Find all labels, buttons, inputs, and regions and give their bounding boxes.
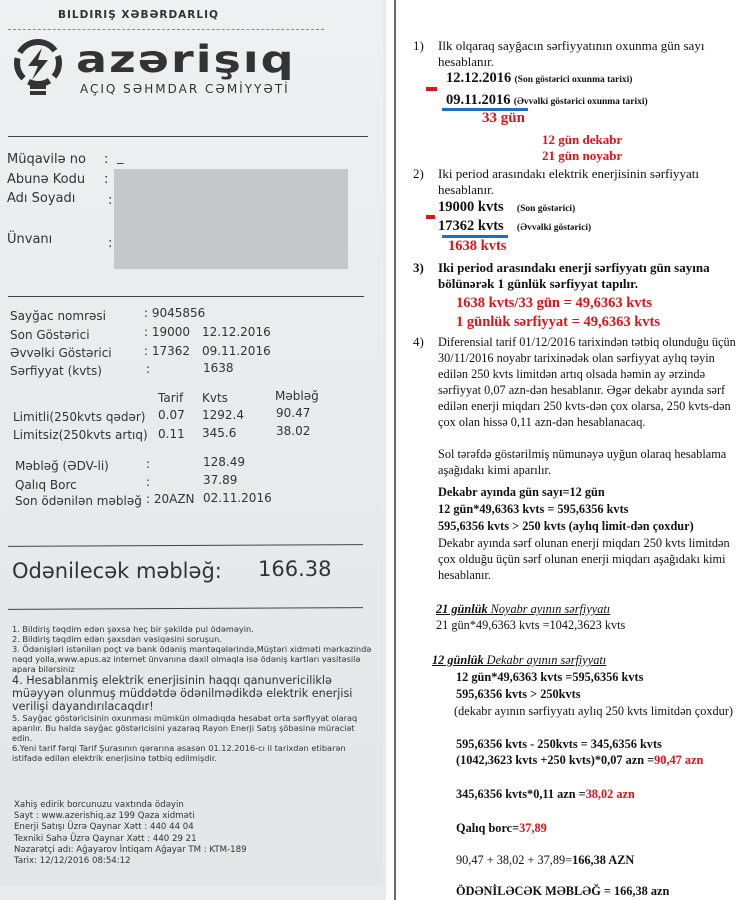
prev-reading-date: 09.11.2016 bbox=[202, 344, 271, 358]
dec-note: (dekabr ayının sərfiyyatı aylıq 250 kvts limitdən çoxdur) bbox=[454, 704, 734, 718]
note-item: 6.Yeni tarif fərqi Tarif Şurasının qərarına əsasən 01.12.2016-cı il tarixdən etibarən istifadə edilən elektrik enerjisinə tətbiq edilmişdir. bbox=[12, 743, 346, 763]
dotted-divider bbox=[8, 29, 324, 30]
section-divider bbox=[8, 296, 364, 297]
vat-amount-label: Məbləğ (ƏDV-li) bbox=[15, 459, 109, 473]
footer-line: Nəzarətçi adı: Ağayarov İntiqam Ağayar TM : KTM-189 bbox=[14, 844, 247, 855]
note-item: 2. Bildiriş təqdim edən şəxsdən vəsiqəsini soruşun. bbox=[12, 634, 222, 644]
dec-section-title: 12 günlük Dekabr ayının sərfiyyatı bbox=[432, 653, 607, 667]
dec-calc: 12 gün*49,6363 kvts =595,6356 kvts bbox=[456, 670, 644, 684]
step1-text: Ilk olqaraq sayğacın sərfiyyatının oxunma gün sayı hesablanır. bbox=[438, 38, 705, 69]
footer-line: Sayt : www.azerishiq.az 199 Qəza xidməti bbox=[14, 811, 195, 822]
last-reading-label: Son Göstərici bbox=[10, 328, 90, 342]
debt-label: Qalıq Borc bbox=[15, 478, 77, 492]
address-colon: : bbox=[108, 236, 113, 251]
last-reading-value: : 19000 bbox=[144, 325, 191, 339]
note-item: 5. Sayğac göstəricisinin oxunması mümkün olmadıqda hesabat orta sərfiyyat olaraq aparılır. Bu halda sayğac göstəricisini yazaraq Rayon Enerji Satış şöbəsinə müraciət edin. bbox=[12, 713, 358, 743]
last-paid-date: 02.11.2016 bbox=[203, 491, 272, 505]
notes-list bbox=[12, 624, 372, 763]
final-amount-due: ÖDƏNİLƏCƏK MƏBLƏĞ = 166,38 azn bbox=[456, 884, 670, 898]
contract-no-colon: : bbox=[104, 152, 109, 167]
subscriber-code-colon: : bbox=[104, 172, 109, 187]
last-paid-label: Son ödənilən məbləğ bbox=[15, 494, 142, 508]
dec-usage-calc: 12 gün*49,6363 kvts = 595,6356 kvts bbox=[438, 502, 629, 516]
tariff-header-kvts: Kvts bbox=[202, 391, 228, 405]
vat-amount-value: 128.49 bbox=[203, 455, 245, 469]
over-cost-calc: 345,6356 kvts*0,11 azn =38,02 azn bbox=[456, 787, 635, 801]
tariff-row-label: Limitli(250kvts qədər) bbox=[13, 410, 146, 424]
address-label: Ünvanı bbox=[7, 232, 53, 247]
limited-cost-calc: (1042,3623 kvts +250 kvts)*0,07 azn =90,47 azn bbox=[456, 753, 704, 767]
tariff-row-rate: 0.07 bbox=[158, 408, 185, 422]
meter-no-label: Sayğac nomrəsi bbox=[10, 309, 106, 323]
note-item-warning: 4. Hesablanmiş elektrik enerjisinin haqqı qanunvericiliklə müəyyən olunmuş müddətdə ödənilmədikdə elektrik enerjisi verilişi dayandırılacaqdır! bbox=[12, 674, 353, 713]
note-item: 3. Ödənişləri istənilən poçt və bank ödəniş məntəqələrində,Müştəri xidməti mərkəzində nəqd yolla,www.apus.az internet ünvanına daxil olmaqla isə ödəniş kartları vasitəsilə apara bilərsiniz bbox=[12, 644, 372, 674]
amount-due-value: 166.38 bbox=[258, 557, 332, 581]
daily-calc: 1638 kvts/33 gün = 49,6363 kvts bbox=[456, 295, 652, 311]
limited-cost-result: 90,47 azn bbox=[654, 753, 704, 767]
footer-line: Texniki Sahə Üzrə Qaynar Xətt : 440 29 21 bbox=[14, 833, 197, 844]
daily-usage: 1 günlük sərfiyyat = 49,6363 kvts bbox=[456, 314, 661, 330]
prev-date-line: 09.11.2016 (Əvvəlki göstərici oxunma tarixi) bbox=[446, 92, 648, 108]
step4-text: Diferensial tarif 01/12/2016 tarixindən tətbiq olunduğu üçün 30/11/2016 noyabr tarixinədək olan sərfiyyat aylıq təyin edilən 250 kvts limitdən artıq olsada həmin ay ərzində sərfiyyat 0,07 azn-dən hesablanır. Əgər dekabr ayında sərf edilən enerji miqdarı 250 kvts-dən çox olarsa, 250 kvts-dən çox olan hissə 0,11 azn-dən hesablanacaq. bbox=[438, 335, 736, 429]
step3-text: Iki period arasındakı enerji sərfiyyatı gün sayına bölünərək 1 günlük sərfiyyat tapılır. bbox=[438, 260, 710, 291]
day-count-result: 33 gün bbox=[482, 110, 525, 126]
nov-usage-calc: 21 gün*49,6363 kvts =1042,3623 kvts bbox=[436, 618, 626, 632]
brand-name: azərişıq bbox=[76, 36, 296, 81]
debt-colon: : bbox=[146, 475, 151, 489]
tariff-row-rate: 0.11 bbox=[158, 427, 185, 441]
nov-days: 21 gün noyabr bbox=[542, 148, 623, 163]
tariff-row-kvts: 345.6 bbox=[202, 426, 237, 440]
lightbulb-bolt-logo-icon bbox=[12, 38, 64, 98]
vat-amount-colon: : bbox=[146, 457, 151, 471]
step-number: 2) bbox=[413, 166, 424, 181]
debt-value: 37.89 bbox=[203, 473, 238, 487]
receipt-header: BILDIRIŞ XƏBƏRDARLIQ bbox=[58, 9, 219, 21]
subscriber-code-label: Abunə Kodu bbox=[7, 172, 86, 187]
footer-line: Tarix: 12/12/2016 08:54:12 bbox=[14, 856, 131, 867]
last-reading-line: 19000 kvts (Son göstərici) bbox=[438, 199, 576, 215]
tariff-row-amount: 38.02 bbox=[276, 424, 311, 438]
step-number: 4) bbox=[413, 334, 424, 349]
remaining-debt: Qalıq borc=37,89 bbox=[456, 821, 547, 835]
usage-colon: : bbox=[146, 362, 151, 376]
receipt-footer bbox=[14, 800, 354, 867]
prev-reading-value: : 17362 bbox=[144, 344, 191, 358]
minus-sign-icon bbox=[426, 87, 437, 91]
usage-label: Sərfiyyat (kvts) bbox=[10, 364, 102, 378]
step2-text: Iki period arasındakı elektrik enerjisinin sərfiyyatı hesablanır. bbox=[438, 166, 699, 197]
prev-reading-line: 17362 kvts (Əvvəlki göstərici) bbox=[438, 218, 592, 234]
step4-text2: Sol tərəfdə göstərilmiş nümunəyə uyğun olaraq hesablama aşağıdakı kimi aparılır. bbox=[438, 447, 727, 477]
full-name-colon: : bbox=[108, 193, 113, 208]
dec-day-count: Dekabr ayında gün sayı=12 gün bbox=[438, 485, 605, 499]
contract-no-label: Müqavilə no bbox=[7, 152, 86, 167]
redacted-personal-info bbox=[114, 169, 348, 269]
tariff-row-amount: 90.47 bbox=[276, 406, 311, 420]
brand-subtitle: AÇIQ SƏHMDAR CƏMİYYƏTİ bbox=[80, 82, 290, 96]
step-number: 1) bbox=[413, 38, 424, 53]
last-paid-value: : 20AZN bbox=[146, 492, 195, 506]
footer-line: Enerji Satışı Üzrə Qaynar Xətt : 440 44 04 bbox=[14, 822, 194, 833]
calculation-explanation bbox=[396, 0, 746, 900]
over-limit-calc: 595,6356 kvts - 250kvts = 345,6356 kvts bbox=[456, 737, 662, 751]
section-divider bbox=[8, 136, 368, 137]
tariff-row-kvts: 1292.4 bbox=[202, 408, 244, 422]
minus-sign-icon bbox=[426, 215, 435, 219]
last-reading-date: 12.12.2016 bbox=[202, 325, 271, 339]
tariff-header-tarif: Tarif bbox=[158, 391, 184, 405]
dec-days: 12 gün dekabr bbox=[542, 132, 623, 147]
prev-reading-label: Əvvəlki Göstərici bbox=[10, 346, 112, 360]
nov-section-title: 21 günlük Noyabr ayının sərfiyyatı bbox=[436, 602, 611, 616]
footer-line: Xahiş edirik borcunuzu vaxtında ödəyin bbox=[14, 800, 184, 810]
usage-value: 1638 bbox=[203, 361, 234, 375]
usage-result: 1638 kvts bbox=[448, 238, 507, 254]
tariff-row-label: Limitsiz(250kvts artıq) bbox=[13, 428, 148, 442]
last-date-line: 12.12.2016 (Son göstərici oxunma tarixi) bbox=[446, 70, 633, 86]
dec-compare: 595,6356 kvts > 250kvts bbox=[456, 687, 581, 701]
dec-usage-text: Dekabr ayında sərf olunan enerji miqdarı 250 kvts limitdən çox olduğu üçün sərf olunan enerji miqdarı aşağıdakı kimi hesablanır. bbox=[438, 536, 730, 582]
note-item: 1. Bildiriş təqdim edən şəxsə heç bir şəkildə pul ödəməyin. bbox=[12, 624, 254, 634]
over-cost-result: 38,02 azn bbox=[585, 787, 635, 801]
sum-expression: 90,47 + 38,02 + 37,89=166,38 AZN bbox=[456, 853, 635, 867]
tariff-header-amount: Məbləğ bbox=[275, 389, 319, 403]
dec-usage-compare: 595,6356 kvts > 250 kvts (aylıq limit-dən çoxdur) bbox=[438, 519, 694, 533]
amount-due-label: Odənilecək məbləğ: bbox=[12, 559, 222, 583]
contract-no-value: _ bbox=[117, 150, 124, 165]
full-name-label: Adı Soyadı bbox=[7, 191, 76, 206]
meter-no-value: : 9045856 bbox=[144, 306, 206, 320]
step-number: 3) bbox=[413, 260, 424, 275]
